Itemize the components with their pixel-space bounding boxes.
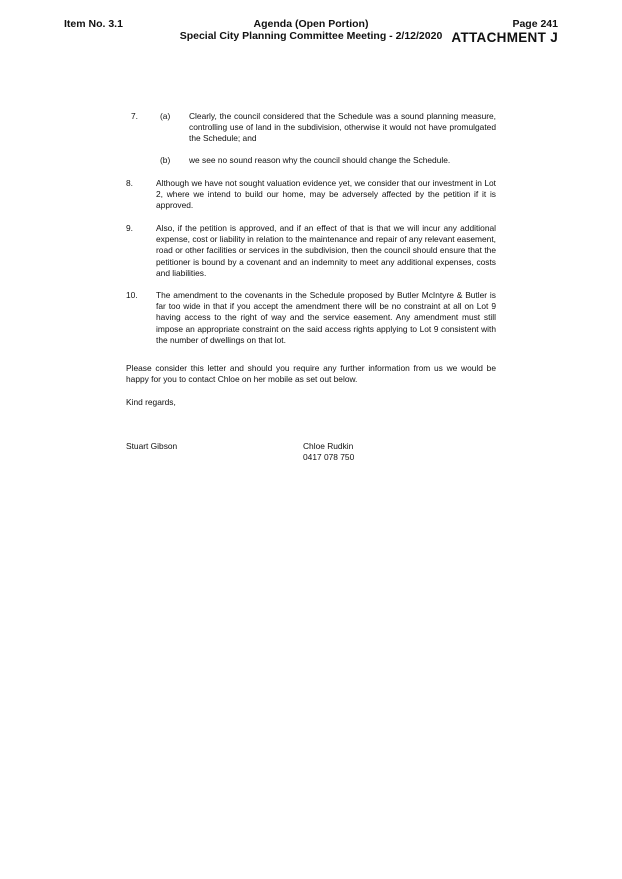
item-number-10: 10. xyxy=(126,290,138,300)
item-text-10: The amendment to the covenants in the Schedule proposed by Butler McIntyre & Butler is far too wide in that if you accept the amendment there will be no constraint at all on Lot 9 having access to the right of way and the service easement. Any amendment must still impose an appropriate constraint on the said access rights applying to Lot 9 consistent with the number of dwellings on that lot. xyxy=(156,290,496,345)
agenda-title-line2: Special City Planning Committee Meeting - 2/12/2020 xyxy=(179,30,443,42)
subitem-text-b: we see no sound reason why the council should change the Schedule. xyxy=(189,155,451,165)
item-number-8: 8. xyxy=(126,178,133,188)
attachment-label: ATTACHMENT J xyxy=(451,30,558,45)
item-number-9: 9. xyxy=(126,223,133,233)
closing-paragraph: Please consider this letter and should you require any further information from us we would be happy for you to contact Chloe on her mobile as set out below. xyxy=(126,363,496,385)
subitem-label-a: (a) xyxy=(160,111,171,121)
item-text-9: Also, if the petition is approved, and if an effect of that is that we will incur any additional expense, cost or liability in relation to the maintenance and repair of any relevant easement, road or other facilities or services in the subdivision, then the council should ensure that the petitioner is bound by a covenant and an indemnity to meet any additional expenses, costs and liabilities. xyxy=(156,223,496,278)
page-info xyxy=(451,18,558,45)
page-number: Page 241 xyxy=(512,18,558,30)
signatory-name-2: Chloe Rudkin xyxy=(303,441,354,451)
item-text-8: Although we have not sought valuation evidence yet, we consider that our investment in Lot 2, where we intend to build our home, may be adversely affected by the petition if it is approved. xyxy=(156,178,496,211)
signatory-phone-2: 0417 078 750 xyxy=(303,452,355,462)
item-number: Item No. 3.1 xyxy=(64,18,123,30)
subitem-label-b: (b) xyxy=(160,155,171,165)
signatory-name-1: Stuart Gibson xyxy=(126,441,178,451)
agenda-title-line1: Agenda (Open Portion) xyxy=(253,18,369,30)
subitem-text-a: Clearly, the council considered that the Schedule was a sound planning measure, controlling use of land in the subdivision, otherwise it would not have promulgated the Schedule; and xyxy=(189,111,496,144)
kind-regards: Kind regards, xyxy=(126,397,176,407)
item-number-7: 7. xyxy=(131,111,138,121)
